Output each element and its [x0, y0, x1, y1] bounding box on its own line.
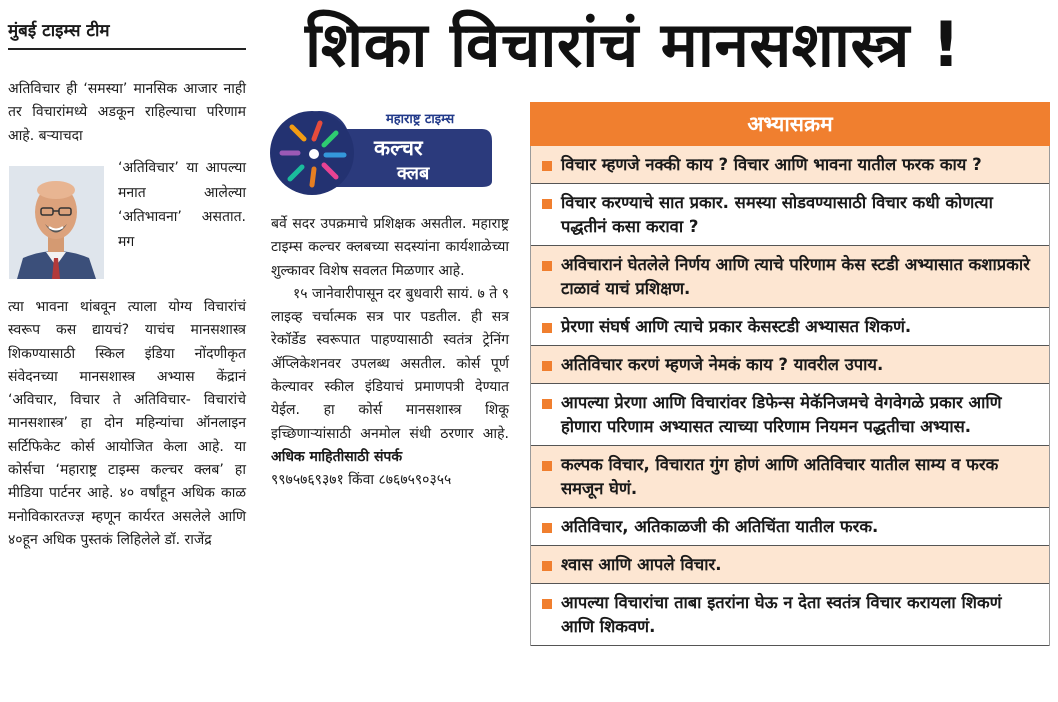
square-bullet-icon [542, 523, 552, 533]
article-middle-column [271, 213, 509, 493]
syllabus-item: आपल्या विचारांचा ताबा इतरांना घेऊ न देता स्वतंत्र विचार करायला शिकणं आणि शिकवणं. [531, 584, 1049, 646]
square-bullet-icon [542, 323, 552, 333]
square-bullet-icon [542, 161, 552, 171]
syllabus-item: अतिविचार करणं म्हणजे नेमकं काय ? यावरील उपाय. [531, 346, 1049, 384]
syllabus-item: कल्पक विचार, विचारात गुंग होणं आणि अतिविचार यातील साम्य व फरक समजून घेणं. [531, 446, 1049, 508]
syllabus-item: विचार करण्याचे सात प्रकार. समस्या सोडवण्यासाठी विचार कधी कोणत्या पद्धतीनं कसा करावा ? [531, 184, 1049, 246]
contact-label: अधिक माहितीसाठी संपर्क [271, 448, 403, 465]
syllabus-item: विचार म्हणजे नक्की काय ? विचार आणि भावना यातील फरक काय ? [531, 146, 1049, 184]
square-bullet-icon [542, 261, 552, 271]
middle-paragraph-2 [271, 283, 509, 469]
culture-club-logo-graphic [262, 103, 500, 203]
portrait-image [9, 166, 104, 279]
logo-line1: कल्चर [374, 136, 423, 160]
square-bullet-icon [542, 361, 552, 371]
square-bullet-icon [542, 561, 552, 571]
middle-paragraph-1: बर्वे सदर उपक्रमाचे प्रशिक्षक असतील. महाराष्ट्र टाइम्स कल्चर क्लबच्या सदस्यांना कार्यशाळेच्या शुल्कावर विशेष सवलत मिळणार आहे. [271, 216, 509, 279]
syllabus-item: अविचारानं घेतलेले निर्णय आणि त्याचे परिणाम केस स्टडी अभ्यासात कशाप्रकारे टाळावं याचं प्रशिक्षण. [531, 246, 1049, 308]
syllabus-list [530, 146, 1050, 646]
schedule-text: १५ जानेवारीपासून दर बुधवारी सायं. ७ ते ९ लाइव्ह चर्चात्मक सत्र पार पडतील. ही सत्र रेकॉर्डेड स्वरूपात पाहण्यासाठी स्वतंत्र ट्रेनिंग ॲप्लिकेशनवर उपलब्ध असतील. कोर्स पूर्ण केल्यावर स्कील इंडियाचं प्रमाणपत्री देण्यात येईल. हा कोर्स मानसशास्त्र शिकू इच्छिणाऱ्यांसाठी अनमोल संधी ठरणार आहे. [271, 285, 509, 442]
syllabus-item: श्वास आणि आपले विचार. [531, 546, 1049, 584]
square-bullet-icon [542, 199, 552, 209]
square-bullet-icon [542, 399, 552, 409]
author-photo [9, 166, 104, 279]
logo-line2: क्लब [397, 163, 430, 184]
article-body-text: त्या भावना थांबवून त्याला योग्य विचारांचं स्वरूप कस द्यायचं? याचंच मानसशास्त्र शिकण्यासाठी स्किल इंडिया नोंदणीकृत संवेदनच्या मानसशास्त्र अभ्यास केंद्रानं ‘अविचार, विचार ते अतिविचार- विचारांचे मानसशास्त्र’ हा दोन महिन्यांचा ऑनलाइन सर्टिफिकेट कोर्स आयोजित केला आहे. या कोर्सचा ‘महाराष्ट्र टाइम्स कल्चर क्लब’ हा मीडिया पार्टनर आहे. ४० वर्षांहून अधिक काळ मनोविकारतज्ज्ञ म्हणून कार्यरत असलेले आणि ४०हून अधिक पुस्तकं लिहिलेले डॉ. राजेंद्र [8, 299, 246, 548]
byline-divider [8, 48, 246, 50]
square-bullet-icon [542, 461, 552, 471]
syllabus-item: प्रेरणा संघर्ष आणि त्याचे प्रकार केसस्टडी अभ्यासत शिकणं. [531, 308, 1049, 346]
byline: मुंबई टाइम्स टीम [8, 21, 110, 41]
culture-club-logo [262, 103, 500, 203]
article-intro-text: अतिविचार ही ‘समस्या’ मानसिक आजार नाही तर विचारांमध्ये अडकून राहिल्याचा परिणाम आहे. बऱ्याचदा [8, 81, 246, 144]
headline: शिका विचारांचं मानसशास्त्र ! [305, 8, 961, 81]
square-bullet-icon [542, 599, 552, 609]
syllabus-item: अतिविचार, अतिकाळजी की अतिचिंता यातील फरक. [531, 508, 1049, 546]
syllabus-header: अभ्यासक्रम [530, 102, 1050, 146]
syllabus-item: आपल्या प्रेरणा आणि विचारांवर डिफेन्स मेकॅनिजमचे वेगवेगळे प्रकार आणि होणारा परिणाम अभ्यासत त्याच्या परिणाम नियमन पद्धतीचा अभ्यास. [531, 384, 1049, 446]
syllabus-panel [530, 102, 1050, 646]
article-side-text: ‘अतिविचार’ या आपल्या मनात आलेल्या ‘अतिभावना’ असतात. मग [118, 160, 246, 250]
logo-top-text: महाराष्ट्र टाइम्स [386, 112, 455, 127]
contact-numbers: ९९७५७६९३७१ किंवा ८७६७५९०३५५ [271, 472, 452, 489]
